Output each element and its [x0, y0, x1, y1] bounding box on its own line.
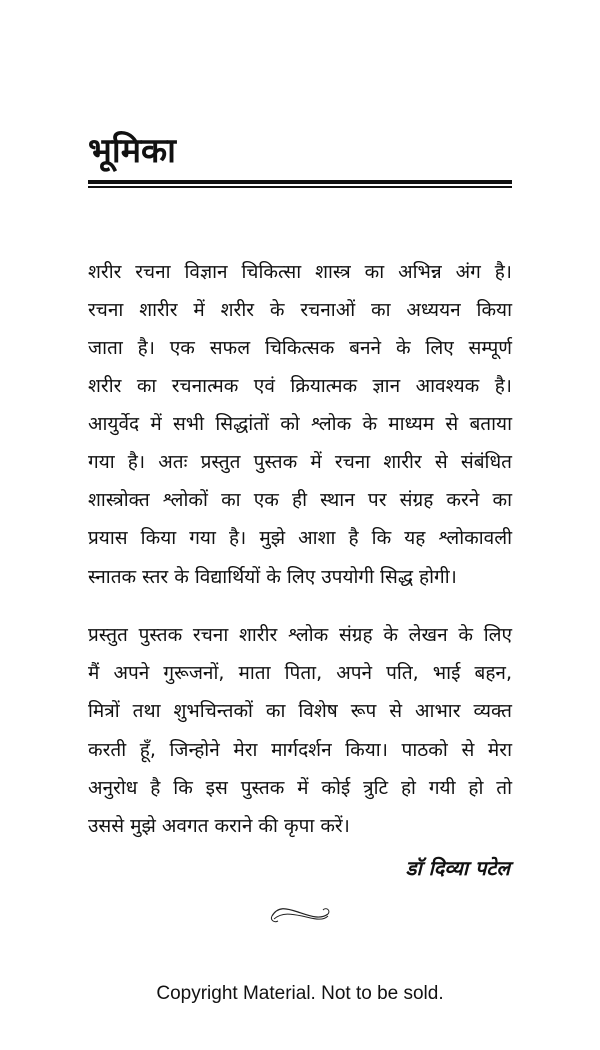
paragraph1-line: रचना शारीर में शरीर के रचनाओं का अध्ययन किया — [88, 299, 512, 321]
page-title: भूमिका — [88, 131, 176, 171]
paragraph2-line: उससे मुझे अवगत कराने की कृपा करें। — [88, 815, 350, 837]
title-rule-thin — [88, 186, 512, 188]
paragraph1-line: जाता है। एक सफल चिकित्सक बनने के लिए सम्पूर्ण — [88, 337, 512, 359]
title-rule-thick — [88, 180, 512, 184]
flourish-ornament-icon — [268, 902, 332, 926]
paragraph1-line: आयुर्वेद में सभी सिद्धांतों को श्लोक के माध्यम से बताया — [88, 413, 512, 435]
paragraph1-line: गया है। अतः प्रस्तुत पुस्तक में रचना शारीर से संबंधित — [88, 451, 512, 473]
paragraph2-line: प्रस्तुत पुस्तक रचना शारीर श्लोक संग्रह के लेखन के लिए — [88, 624, 512, 646]
paragraph1-line: प्रयास किया गया है। मुझे आशा है कि यह श्लोकावली — [88, 527, 512, 549]
paragraph1-line: स्नातक स्तर के विद्यार्थियों के लिए उपयोगी सिद्ध होगी। — [88, 566, 457, 588]
paragraph2-line: मित्रों तथा शुभचिन्तकों का विशेष रूप से आभार व्यक्त — [88, 700, 512, 722]
paragraph2-line: करती हूँ, जिन्होने मेरा मार्गदर्शन किया। पाठको से मेरा — [88, 739, 512, 761]
paragraph2-line: अनुरोध है कि इस पुस्तक में कोई त्रुटि हो गयी हो तो — [88, 777, 512, 799]
author-signature: डॉ दिव्या पटेल — [405, 856, 510, 880]
copyright-notice: Copyright Material. Not to be sold. — [156, 983, 444, 1004]
paragraph1-line: शरीर रचना विज्ञान चिकित्सा शास्त्र का अभिन्न अंग है। — [88, 261, 512, 283]
paragraph2-line: मैं अपने गुरूजनों, माता पिता, अपने पति, भाई बहन, — [88, 662, 512, 684]
paragraph1-line: शास्त्रोक्त श्लोकों का एक ही स्थान पर संग्रह करने का — [88, 489, 512, 511]
paragraph1-line: शरीर का रचनात्मक एवं क्रियात्मक ज्ञान आवश्यक है। — [88, 375, 512, 397]
